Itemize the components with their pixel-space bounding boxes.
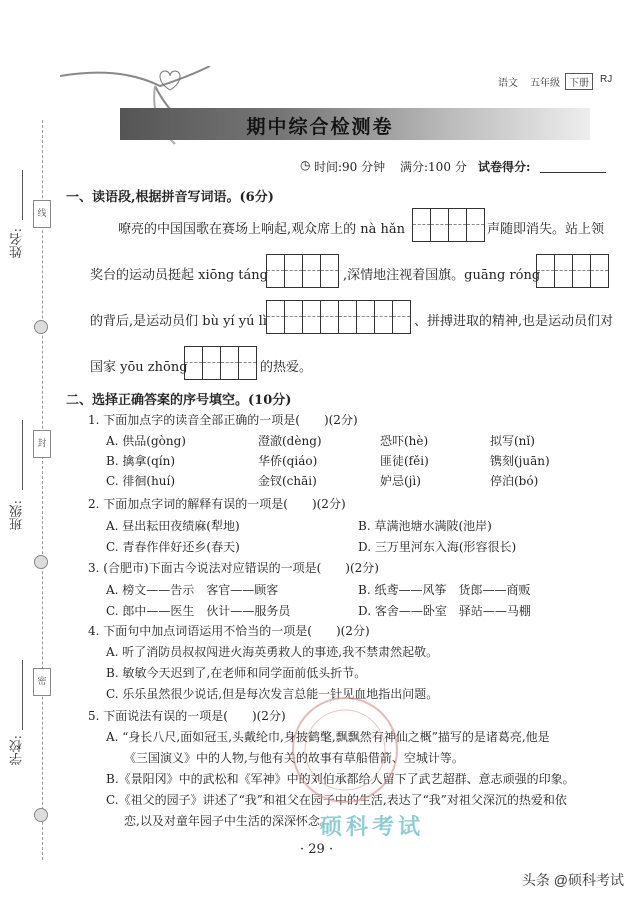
edition-label: RJ xyxy=(600,74,613,85)
question-1: 1. 下面加点字的读音全部正确的一项是( )(2分) xyxy=(88,413,358,427)
q2-option-d: D. 三万里河东入海(形容很长) xyxy=(358,540,517,554)
class-label: 班级: xyxy=(10,500,25,531)
q2-option-a: A. 昼出耘田夜绩麻(犁地) xyxy=(106,519,240,533)
clock-icon: ◷ xyxy=(300,158,311,172)
subject-label: 语文 xyxy=(498,78,518,89)
school-blank xyxy=(22,660,23,730)
seal-mark-seal: 封 xyxy=(33,430,51,458)
q5-option-c-line2: 恋,以及对童年园子中生活的深深怀念。 xyxy=(124,814,332,828)
q1-option-b-4: 镌刻(juān) xyxy=(490,454,550,468)
time-info: 时间:90 分钟 xyxy=(314,160,386,174)
q1-option-b-2: 华侨(qiáo) xyxy=(258,454,318,468)
score-label: 试卷得分: xyxy=(478,160,531,174)
para-line1-a: 嘹亮的中国国歌在赛场上响起,观众席上的 nà hǎn xyxy=(118,222,406,237)
name-blank xyxy=(22,170,23,220)
section2-title: 二、选择正确答案的序号填空。(10分) xyxy=(66,393,292,408)
volume-label: 下册 xyxy=(565,73,593,90)
para-line3-a: 的背后,是运动员们 bù yí yú lì xyxy=(90,314,267,329)
binding-hole-icon xyxy=(34,808,48,822)
answer-grid-youzhong[interactable] xyxy=(184,346,257,380)
page-title: 期中综合检测卷 xyxy=(246,116,394,138)
q1-option-a-4: 拟写(nǐ) xyxy=(490,434,535,448)
page-number: · 29 · xyxy=(300,842,334,857)
score-blank[interactable] xyxy=(540,172,606,173)
watermark-text: 硕科考试 xyxy=(320,814,425,840)
q4-option-a: A. 听了消防员叔叔闯进火海英勇救人的事迹,我不禁肃然起敬。 xyxy=(106,645,439,659)
q2-option-c: C. 青春作伴好还乡(春天) xyxy=(106,540,240,554)
para-line4-a: 国家 yōu zhōng xyxy=(90,360,188,375)
binding-line xyxy=(42,120,43,860)
q3-option-b: B. 纸鸢——风筝 货郎——商贩 xyxy=(358,583,531,597)
q1-option-c-4: 停泊(bó) xyxy=(490,474,539,488)
q5-option-b: B.《景阳冈》中的武松和《军神》中的刘伯承都给人留下了武艺超群、意志顽强的印象。 xyxy=(106,772,575,786)
question-4: 4. 下面句中加点词语运用不恰当的一项是( )(2分) xyxy=(88,624,370,638)
para-line4-b: 的热爱。 xyxy=(260,360,313,375)
q1-option-c-1: C. 徘徊(huí) xyxy=(106,474,176,488)
para-line2-a: 奖台的运动员挺起 xiōng táng xyxy=(90,268,268,283)
q5-option-a-line2: 《三国演义》中的人物,与他有关的故事有草船借箭、空城计等。 xyxy=(124,751,464,765)
para-line2-b: ,深情地注视着国旗。guāng róng xyxy=(343,268,541,283)
q5-option-c-line1: C.《祖父的园子》讲述了“我”和祖父在园子中的生活,表达了“我”对祖父深沉的热爱和依 xyxy=(106,793,567,807)
name-label: 姓名: xyxy=(10,228,25,259)
para-line3-b: 、拼搏进取的精神,也是运动员们对 xyxy=(414,314,614,329)
seal-mark-secret: 密 xyxy=(33,668,51,696)
answer-grid-xiongtang[interactable] xyxy=(266,254,339,288)
q3-option-d: D. 客舍——卧室 驿站——马棚 xyxy=(358,604,531,618)
q1-option-c-2: 金钗(chāi) xyxy=(258,474,317,488)
footer-source: 头条 @硕科考试 xyxy=(521,872,624,888)
full-score-info: 满分:100 分 xyxy=(400,160,467,174)
q5-option-a-line1: A. “身长八尺,面如冠玉,头戴纶巾,身披鹤氅,飘飘然有神仙之概”描写的是诸葛亮,他是 xyxy=(106,730,550,744)
question-2: 2. 下面加点字词的解释有误的一项是( )(2分) xyxy=(88,497,346,511)
binding-hole-icon xyxy=(34,555,48,569)
grade-label: 五年级 xyxy=(530,78,560,89)
q1-option-a-3: 恐吓(hè) xyxy=(380,434,429,448)
q4-option-c: C. 乐乐虽然很少说话,但是每次发言总能一针见血地指出问题。 xyxy=(106,687,439,701)
section1-title: 一、读语段,根据拼音写词语。(6分) xyxy=(66,190,274,205)
q1-option-a-2: 澄澈(dèng) xyxy=(258,434,322,448)
seal-mark-line: 线 xyxy=(33,200,51,228)
q1-option-b-3: 匪徒(fěi) xyxy=(380,454,429,468)
q1-option-a-1: A. 供品(gòng) xyxy=(106,434,186,448)
stamp-watermark-icon xyxy=(285,690,405,810)
q2-option-b: B. 草满池塘水满陂(池岸) xyxy=(358,519,492,533)
question-5: 5. 下面说法有误的一项是( )(2分) xyxy=(88,709,286,723)
q3-option-c: C. 郎中——医生 伙计——服务员 xyxy=(106,604,291,618)
q1-option-c-3: 妒忌(jì) xyxy=(380,474,421,488)
answer-grid-guangrong[interactable] xyxy=(536,254,609,288)
q3-option-a: A. 榜文——告示 客官——顾客 xyxy=(106,583,279,597)
binding-hole-icon xyxy=(34,320,48,334)
answer-grid-nahan[interactable] xyxy=(412,208,485,242)
answer-grid-buyiyuli[interactable] xyxy=(266,300,411,334)
class-blank xyxy=(22,420,23,490)
q4-option-b: B. 敏敏今天迟到了,在老师和同学面前低头折节。 xyxy=(106,666,367,680)
q1-option-b-1: B. 擒拿(qín) xyxy=(106,454,176,468)
school-label: 学校: xyxy=(10,735,25,766)
para-line1-b: 声随即消失。站上领 xyxy=(487,222,605,237)
question-3: 3. (合肥市)下面古今说法对应错误的一项是( )(2分) xyxy=(88,561,379,575)
